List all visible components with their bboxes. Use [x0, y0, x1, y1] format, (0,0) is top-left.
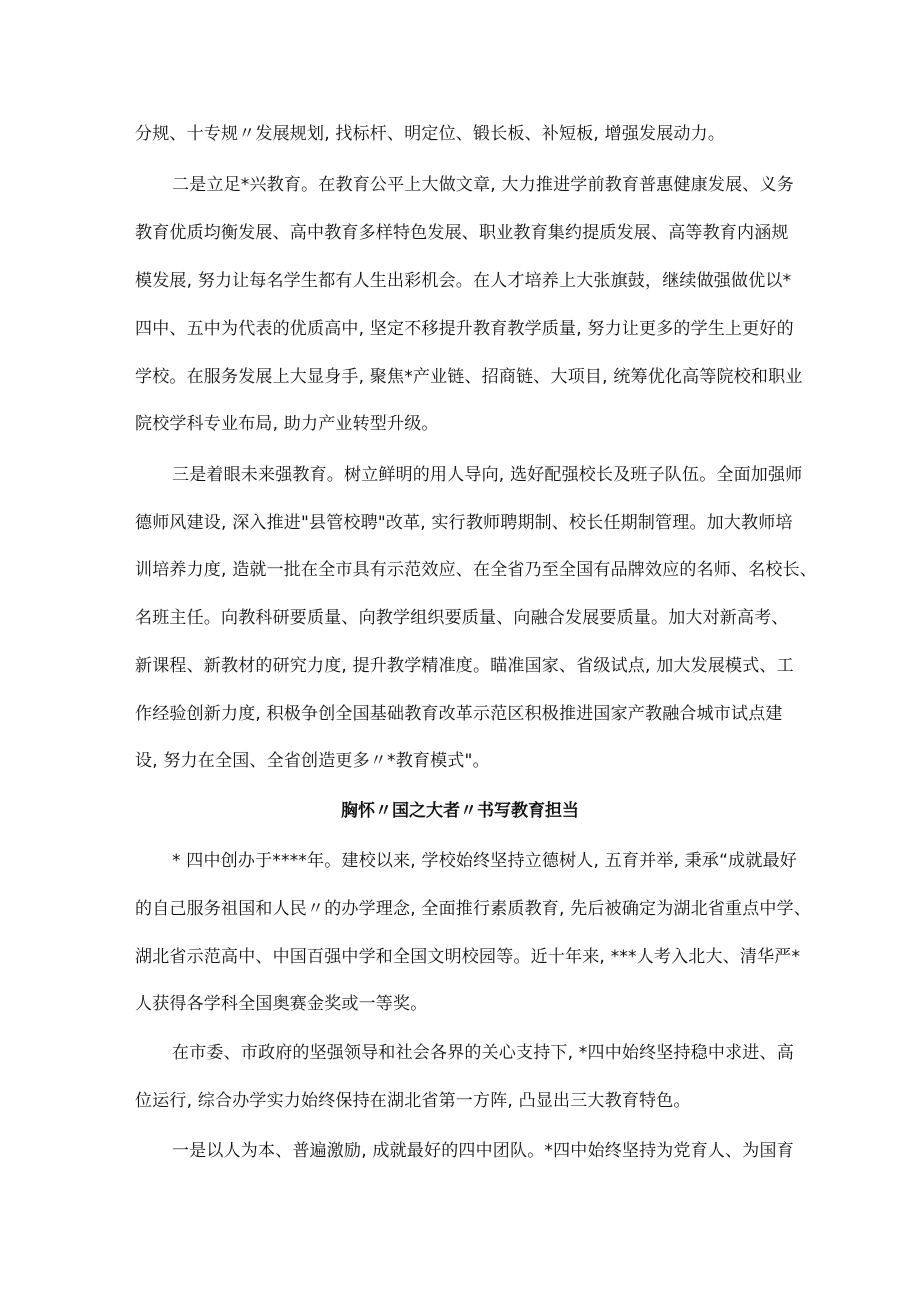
paragraph-line: 院校学科专业布局, 助力产业转型升级。 [135, 414, 439, 434]
paragraph-line: 人获得各学科全国奥赛金奖或一等奖。 [135, 994, 428, 1014]
paragraph-line: 的自己服务祖国和人民〃的办学理念, 全面推行素质教育, 先后被确定为湖北省重点中学、 [135, 899, 812, 919]
paragraph-line: 设, 努力在全国、全省创造更多〃*教育模式"。 [135, 751, 490, 771]
paragraph-line: 一是以人为本、普遍激励, 成就最好的四中团队。*四中始终坚持为党育人、为国育 [172, 1141, 794, 1161]
paragraph-line: 二是立足*兴教育。在教育公平上大做文章, 大力推进学前教育普惠健康发展、义务 [172, 175, 794, 195]
paragraph-line: 作经验创新力度, 积极争创全国基础教育改革示范区积极推进国家产教融合城市试点建 [135, 704, 783, 724]
paragraph-line: 位运行, 综合办学实力始终保持在湖北省第一方阵, 凸显出三大教育特色。 [135, 1091, 691, 1111]
paragraph-line: * 四中创办于****年。建校以来, 学校始终坚持立德树人, 五育并举, 秉承“成就最好 [172, 851, 797, 871]
paragraph-line: 学校。在服务发展上大显身手, 聚焦*产业链、招商链、大项目, 统筹优化高等院校和职业 [135, 367, 803, 387]
paragraph-line: 模发展, 努力让每名学生都有人生出彩机会。在人才培养上大张旗鼓，继续做强做优以* [135, 271, 792, 291]
paragraph-line: 湖北省示范高中、中国百强中学和全国文明校园等。近十年来, ***人考入北大、清华严* [135, 947, 801, 967]
paragraph-line: 德师风建设, 深入推进"县管校聘"改革, 实行教师聘期制、校长任期制管理。加大教师培 [135, 513, 793, 533]
paragraph-line: 新课程、新教材的研究力度, 提升教学精准度。瞄准国家、省级试点, 加大发展模式、工 [135, 656, 794, 676]
paragraph-line: 训培养力度, 造就一批在全市具有示范效应、在全省乃至全国有品牌效应的名师、名校长、 [135, 560, 818, 580]
paragraph-line: 分规、十专规〃发展规划, 找标杆、明定位、锻长板、补短板, 增强发展动力。 [135, 124, 726, 144]
paragraph-line: 在市委、市政府的坚强领导和社会各界的关心支持下, *四中始终坚持稳中求进、高 [172, 1043, 794, 1063]
paragraph-line: 三是着眼未来强教育。树立鲜明的用人导向, 选好配强校长及班子队伍。全面加强师 [172, 465, 803, 485]
section-heading: 胸怀〃国之大者〃书写教育担当 [341, 801, 579, 821]
paragraph-line: 四中、五中为代表的优质高中, 坚定不移提升教育教学质量, 努力让更多的学生上更好的 [135, 319, 794, 339]
paragraph-line: 教育优质均衡发展、高中教育多样特色发展、职业教育集约提质发展、高等教育内涵规 [135, 223, 789, 243]
paragraph-line: 名班主任。向教科研要质量、向教学组织要质量、向融合发展要质量。加大对新高考、 [135, 608, 789, 628]
